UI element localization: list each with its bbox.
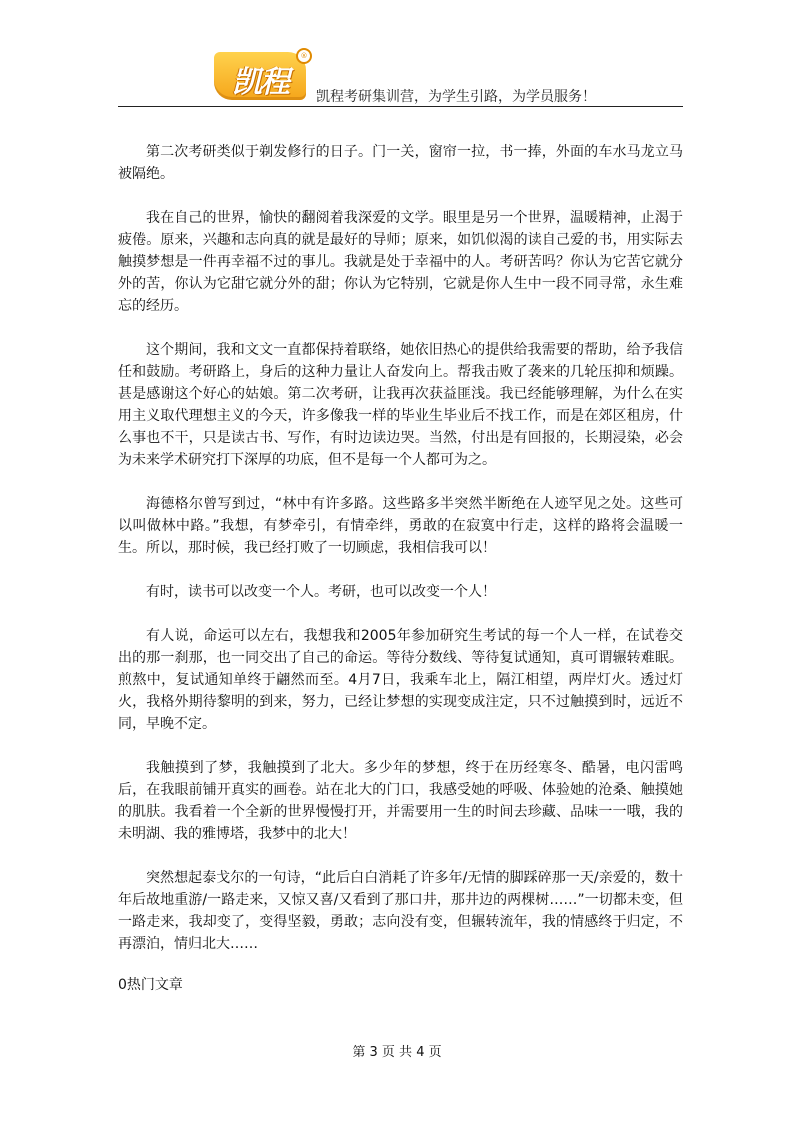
paragraph-7: 我触摸到了梦，我触摸到了北大。多少年的梦想，终于在历经寒冬、酷暑，电闪雷鸣后，在我眼前铺开真实的画卷。站在北大的门口，我感受她的呼吸、体验她的沧桑、触摸她的肌肤。我看着一个全新的世界慢慢打开，并需要用一生的时间去珍藏、品味一一哦，我的未明湖、我的雅博塔，我梦中的北大！ (118, 760, 683, 842)
paragraph-3: 这个期间，我和文文一直都保持着联络，她依旧热心的提供给我需要的帮助，给予我信任和鼓励。考研路上，身后的这种力量让人奋发向上。帮我击败了袭来的几轮压抑和烦躁。甚是感谢这个好心的姑娘。第二次考研，让我再次获益匪浅。我已经能够理解，为什么在实用主义取代理想主义的今天，许多像我一样的毕业生毕业后不找工作，而是在郊区租房，什么事也不干，只是读古书、写作，有时边读边哭。当然，付出是有回报的，长期浸染，必会为未来学术研究打下深厚的功底，但不是每一个人都可为之。 (118, 342, 683, 468)
logo-text: 凯程 (232, 65, 288, 100)
brand-logo (214, 52, 306, 100)
paragraph-2: 我在自己的世界，愉快的翻阅着我深爱的文学。眼里是另一个世界，温暖精神，止渴于疲倦。原来，兴趣和志向真的就是最好的导师；原来，如饥似渴的读自己爱的书，用实际去触摸梦想是一件再幸福不过的事儿。我就是处于幸福中的人。考研苦吗？你认为它苦它就分外的苦，你认为它甜它就分外的甜；你认为它特别，它就是你人生中一段不同寻常，永生难忘的经历。 (118, 210, 683, 314)
header-slogan: 凯程考研集训营，为学生引路，为学员服务！ (316, 89, 596, 105)
page-number: 第 3 页 共 4 页 (352, 1045, 442, 1060)
article-body (118, 141, 683, 977)
paragraph-4: 海德格尔曾写到过，“林中有许多路。这些路多半突然半断绝在人迹罕见之处。这些可以叫做林中路。”我想，有梦牵引，有情牵绊，勇敢的在寂寞中行走，这样的路将会温暖一生。所以，那时候，我已经打败了一切顾虑，我相信我可以！ (118, 496, 683, 556)
paragraph-6: 有人说，命运可以左右，我想我和2005年参加研究生考试的每一个人一样，在试卷交出的那一刹那，也一同交出了自己的命运。等待分数线、等待复试通知，真可谓辗转难眠。煎熬中，复试通知单终于翩然而至。4月7日，我乘车北上，隔江相望，两岸灯火。透过灯火，我格外期待黎明的到来，努力，已经让梦想的实现变成注定，只不过触摸到时，远近不同，早晚不定。 (118, 628, 683, 732)
paragraph-8: 突然想起泰戈尔的一句诗，“此后白白消耗了许多年/无情的脚踩碎那一天/亲爱的，数十年后故地重游/一路走来，又惊又喜/又看到了那口井，那井边的两棵树……”一切都未变，但一路走来，我却变了，变得坚毅，勇敢；志向没有变，但辗转流年，我的情感终于归定，不再漂泊，情归北大…… (118, 870, 683, 952)
paragraph-1: 第二次考研类似于剃发修行的日子。门一关，窗帘一拉，书一捧，外面的车水马龙立马被隔绝。 (118, 144, 683, 182)
paragraph-5: 有时，读书可以改变一个人。考研，也可以改变一个人！ (146, 584, 496, 600)
registered-mark-icon: ® (296, 48, 312, 64)
hot-articles-link[interactable]: 0热门文章 (118, 977, 183, 993)
page-header (118, 50, 683, 107)
